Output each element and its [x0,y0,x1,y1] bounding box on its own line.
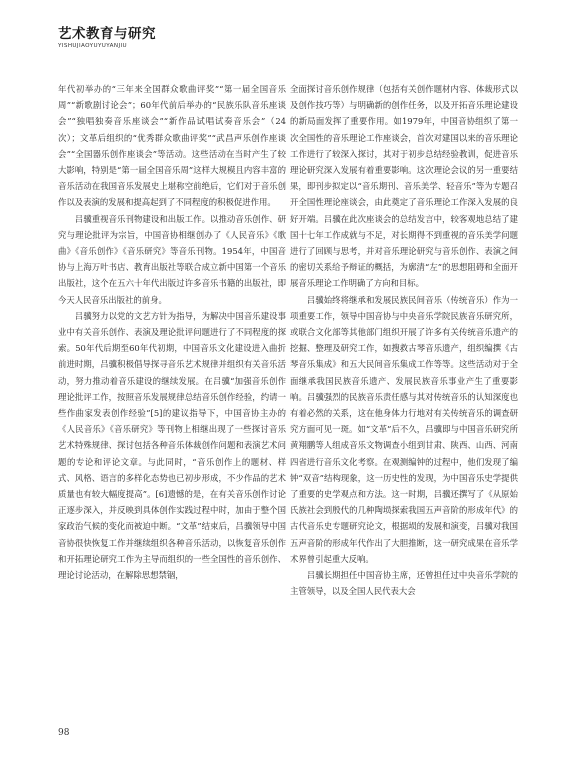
left-column [58,81,286,583]
paragraph: 吕骥长期担任中国音协主席，还曾担任过中央音乐学院的主管领导，以及全国人民代表大会 [290,570,518,597]
page-number: 98 [58,728,70,738]
journal-title: 艺术教育与研究 [58,26,156,42]
journal-pinyin: YISHUJIAOYUYUYANJIU [58,43,128,49]
journal-masthead [58,26,156,50]
paragraph: 吕骥重视音乐刊物建设和出版工作。以推动音乐创作、研究与理论批评为宗旨，中国音协相继创办了《人民音乐》《歌曲》《音乐创作》《音乐研究》等音乐刊物。1954年，中国音协与上海万叶书店、教育出版社等联合成立新中国第一个音乐出版社，这个在五六十年代出版过许多音乐书籍的出版社，即今天人民音乐出版社的前身。 [58,213,286,305]
paragraph: 吕骥努力以党的文艺方针为指导，为解决中国音乐建设事业中有关音乐创作、表演及理论批评问题进行了不同程度的探索。50年代后期至60年代初期，中国音乐文化建设进入曲折前进时期，吕骥积极倡导探寻音乐艺术规律并组织有关音乐活动，努力推动着音乐建设的继续发展。在吕骥“加强音乐创作理论批评工作，按照音乐发展规律总结音乐创作经验，约请一些作曲家发表创作经验”[5]的建议指导下，中国音协主办的《人民音乐》《音乐研究》等刊物上相继出现了一些探讨音乐艺术特殊规律、探讨包括各种音乐体裁创作问题和表演艺术问题的专论和评论文章。与此同时，“音乐创作上的题材、样式、风格、语言的多样化态势也已初步形成，不少作品的艺术质量也有较大幅度提高”。[6]遗憾的是，在有关音乐创作讨论正逐步深入，并反映到具体创作实践过程中时，加由于整个国家政治气候的变化而被迫中断。“文革”结束后，吕骥领导中国音协很快恢复工作并继续组织各种音乐活动，以恢复音乐创作和开拓理论研究工作为主导而组织的一些全国性的音乐创作、理论讨论活动，在解除思想禁锢， [58,310,286,581]
paragraph: 全面探讨音乐创作规律（包括有关创作题材内容、体裁形式以及创作技巧等）与明确新的创作任务，以及开拓音乐理论建设的新局面发挥了重要作用。如1979年，中国音协组织了第一次全国性的音乐理论工作座谈会，首次对建国以来的音乐理论工作进行了较深入探讨，其对于初步总结经验教训，促进音乐理论研究深入发展有着重要影响。这次理论会议的另一重要结果，即刊步拟定以“音乐期刊、音乐美学、轻音乐”等为专题召开全国性理论座谈会，由此奠定了音乐理论工作深入发展的良好开端。吕骥在此次座谈会的总结发言中，较客观地总结了建国十七年工作成就与不足，对长期得不到重视的音乐美学问题进行了回顾与思考，并对音乐理论研究与音乐创作、表演之间的密切关系给予辩证的概括，为廓清“左”的思想阻碍和全面开展音乐理论工作明确了方向和目标。 [290,84,518,289]
right-column [290,81,518,600]
paragraph: 年代初举办的“三年来全国群众歌曲评奖”“第一届全国音乐周”“新歌剧讨论会”；60年代前后举办的“民族乐队音乐座谈会”“独唱独奏音乐座谈会”“新作品试唱试奏音乐会”（24次）；文革后组织的“优秀群众歌曲评奖”“武昌声乐创作座谈会”“全国器乐创作座谈会”等活动。这些活动在当时产生了较大影响，特别是“第一届全国音乐周”这样大规模且内容丰富的音乐活动在我国音乐发展史上堪称空前绝后，它们对于音乐创作以及表演的发展和提高起到了不同程度的积极促进作用。 [58,84,286,208]
paragraph: 吕骥始终将继承和发展民族民间音乐（传统音乐）作为一项重要工作，领导中国音协与中央音乐学院民族音乐研究所，或联合文化部等其他部门组织开展了许多有关传统音乐遗产的挖掘、整理及研究工作，如搜救古琴音乐遗产，组织编撰《古琴音乐集成》和五大民间音乐集成工作等等。这些活动对于全面继承我国民族音乐遗产、发展民族音乐事业产生了重要影响。吕骥强烈的民族音乐责任感与其对传统音乐的认知深度也有着必然的关系，这在他身体力行地对有关传统音乐的调查研究方面可见一斑。如“文革”后不久，吕骥即与中国音乐研究所黄翔鹏等人组成音乐文物调查小组到甘肃、陕西、山西、河南四省进行音乐文化考察。在观测编钟的过程中，他们发现了编钟“双音”结构现象，这一历史性的发现，为中国音乐史学提供了重要的史学观点和方法。这一时期，吕骥还撰写了《从原始氏族社会到殷代的几种陶埙探索我国五声音阶的形成年代》的古代音乐史专题研究论文，根据埙的发展和演变，吕骥对我国五声音阶的形成年代作出了大胆推断，这一研究成果在音乐学术界曾引起重大反响。 [290,294,518,564]
